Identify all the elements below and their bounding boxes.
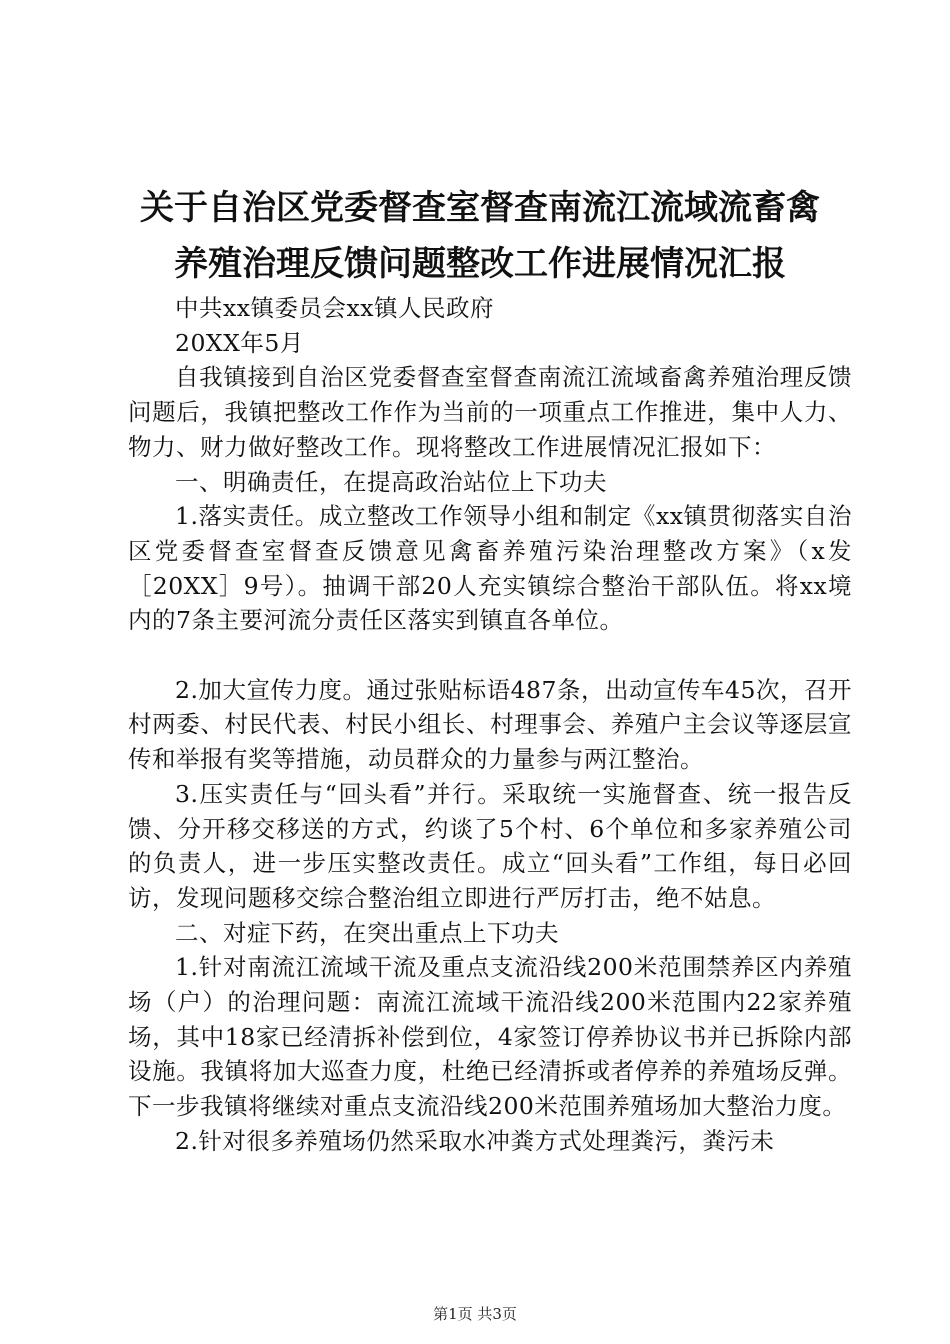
document-body [128, 291, 852, 1159]
document-title-line-1: 关于自治区党委督查室督查南流江流域流畜禽 [140, 188, 820, 228]
issuer-line: 中共xx镇委员会xx镇人民政府 [175, 294, 495, 322]
paragraph-1-2: 2.加大宣传力度。通过张贴标语487条，出动宣传车45次，召开村两委、村民代表、村民小组长、村理事会、养殖户主会议等逐层宣传和举报有奖等措施，动员群众的力量参与两江整治。 [128, 675, 852, 774]
intro-paragraph: 自我镇接到自治区党委督查室督查南流江流域畜禽养殖治理反馈问题后，我镇把整改工作作为当前的一项重点工作推进，集中人力、物力、财力做好整改工作。现将整改工作进展情况汇报如下： [128, 363, 852, 461]
paragraph-1-1: 1.落实责任。成立整改工作领导小组和制定《xx镇贯彻落实自治区党委督查室督查反馈意见禽畜养殖污染治理整改方案》（x发［20XX］9号）。抽调干部20人充实镇综合整治干部队伍。将xx境内的7条主要河流分责任区落实到镇直各单位。 [128, 502, 852, 635]
date-line: 20XX年5月 [175, 328, 304, 357]
paragraph-2-2: 2.针对很多养殖场仍然采取水冲粪方式处理粪污，粪污未 [175, 1126, 775, 1155]
section-heading-1: 一、明确责任，在提高政治站位上下功夫 [175, 467, 607, 496]
paragraph-1-3: 3.压实责任与“回头看”并行。采取统一实施督查、统一报告反馈、分开移交移送的方式，约谈了5个村、6个单位和多家养殖公司的负责人，进一步压实整改责任。成立“回头看”工作组，每日必回访，发现问题移交综合整治组立即进行严厉打击，绝不姑息。 [128, 779, 852, 912]
document-title-line-2: 养殖治理反馈问题整改工作进展情况汇报 [174, 244, 786, 284]
paragraph-2-1: 1.针对南流江流域干流及重点支流沿线200米范围禁养区内养殖场（户）的治理问题：南流江流域干流沿线200米范围内22家养殖场，其中18家已经清拆补偿到位，4家签订停养协议书并已拆除内部设施。我镇将加大巡查力度，杜绝已经清拆或者停养的养殖场反弹。下一步我镇将继续对重点支流沿线200米范围养殖场加大整治力度。 [128, 953, 852, 1121]
page-footer: 第1页 共3页 [433, 1305, 517, 1323]
section-heading-2: 二、对症下药，在突出重点上下功夫 [175, 918, 559, 947]
